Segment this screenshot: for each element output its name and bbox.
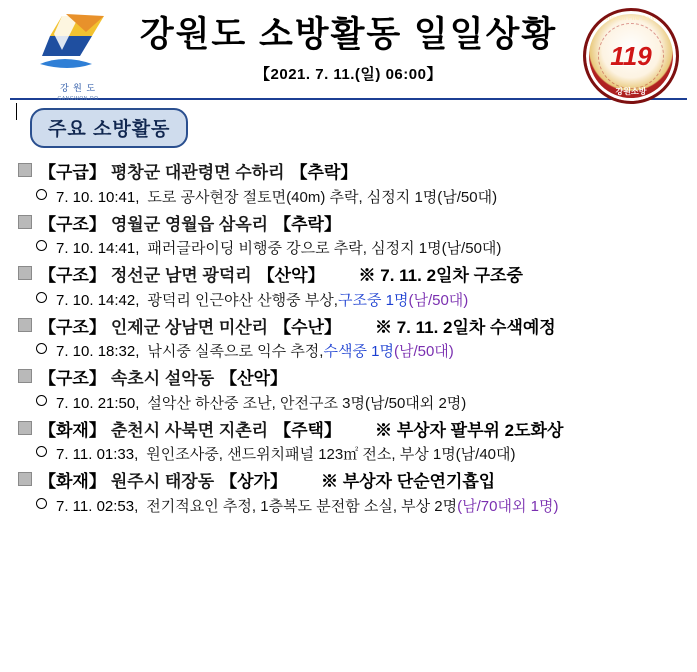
badge-center-text: 119	[610, 41, 652, 71]
entry-detail	[18, 186, 697, 210]
page-header	[0, 0, 697, 106]
gangwon-do-emblem-icon	[32, 10, 124, 102]
entry-category: 【구급】	[39, 163, 106, 182]
text-cursor-line	[0, 100, 697, 122]
entry-category: 【화재】	[39, 420, 106, 440]
entry-title	[18, 469, 697, 495]
circle-bullet-icon	[36, 446, 47, 457]
title-block	[140, 16, 557, 84]
badge-top-text: Gangwon Fire Service	[598, 16, 664, 22]
entry-victim-info: (남/50대)	[393, 343, 454, 360]
list-item	[18, 418, 697, 468]
list-item	[18, 469, 697, 519]
entry-victim-info: (남/70대외 1명)	[457, 497, 559, 515]
square-bullet-icon	[18, 369, 32, 383]
entry-time: 7. 10. 14:42,	[56, 291, 140, 309]
entry-note: ※ 7. 11. 2일차 구조중	[358, 266, 523, 285]
entry-detail-text: 광덕리 인근야산 산행중 부상,	[147, 291, 338, 309]
entry-category: 【구조】	[39, 369, 106, 388]
list-item	[18, 212, 697, 262]
entry-time: 7. 11. 02:53,	[56, 497, 139, 515]
entry-detail-text: 패러글라이딩 비행중 강으로 추락, 심정지 1명(남/50대)	[147, 240, 502, 257]
activity-list	[0, 160, 697, 519]
square-bullet-icon	[18, 163, 32, 177]
entry-time: 7. 10. 21:50,	[56, 394, 140, 412]
entry-category: 【구조】	[39, 317, 106, 337]
entry-kind: 【상가】	[220, 472, 287, 491]
list-item	[18, 160, 697, 210]
entry-detail-text: 도로 공사현장 절토면(40m) 추락, 심정지 1명(남/50대)	[147, 188, 498, 206]
entry-detail	[18, 443, 697, 467]
emblem-sublabel: GANGWON-DO	[57, 96, 99, 102]
entry-kind: 【추락】	[274, 214, 341, 234]
entry-title	[18, 315, 697, 341]
list-item	[18, 263, 697, 313]
entry-detail-text: 원인조사중, 샌드위치패널 123㎡ 전소, 부상 1명(남/40대)	[146, 446, 516, 463]
entry-place: 평창군 대관령면 수하리	[110, 163, 285, 182]
circle-bullet-icon	[36, 292, 47, 303]
header-inner	[0, 6, 697, 102]
circle-bullet-icon	[36, 395, 47, 406]
list-item	[18, 366, 697, 416]
entry-kind: 【주택】	[274, 420, 341, 440]
entry-place: 인제군 상남면 미산리	[110, 317, 269, 337]
fire-service-badge-icon	[583, 8, 679, 104]
entry-category: 【화재】	[39, 472, 106, 491]
circle-bullet-icon	[36, 189, 47, 200]
entry-place: 속초시 설악동	[110, 369, 215, 388]
entry-detail	[18, 289, 697, 313]
entry-time: 7. 10. 10:41,	[56, 188, 140, 206]
entry-category: 【구조】	[39, 214, 106, 234]
circle-bullet-icon	[36, 343, 47, 354]
entry-kind: 【산악】	[220, 369, 287, 388]
entry-note: ※ 부상자 단순연기흡입	[320, 472, 496, 491]
entry-place: 정선군 남면 광덕리	[110, 266, 252, 285]
badge-bottom-text: 강원소방	[615, 87, 647, 96]
square-bullet-icon	[18, 472, 32, 486]
entry-title	[18, 160, 697, 186]
entry-kind: 【수난】	[274, 317, 341, 337]
text-caret	[16, 103, 17, 120]
page-title: 강원도 소방활동 일일상황	[139, 15, 558, 55]
entry-place: 춘천시 사북면 지촌리	[110, 420, 269, 440]
entry-detail-text: 전기적요인 추정, 1층복도 분전함 소실, 부상 2명	[146, 497, 458, 515]
circle-bullet-icon	[36, 240, 47, 251]
entry-detail	[18, 237, 697, 261]
entry-category: 【구조】	[39, 266, 106, 285]
square-bullet-icon	[18, 215, 32, 229]
emblem-label: 강 원 도	[59, 83, 97, 93]
entry-detail	[18, 392, 697, 416]
section-heading: 주요 소방활동	[30, 108, 188, 148]
entry-time: 7. 10. 18:32,	[56, 343, 140, 360]
entry-status-highlight: 수색중 1명	[323, 343, 394, 360]
entry-detail	[18, 340, 697, 364]
entry-note: ※ 7. 11. 2일차 수색예정	[374, 317, 556, 337]
circle-bullet-icon	[36, 498, 47, 509]
entry-place: 영월군 영월읍 삼옥리	[110, 214, 269, 234]
entry-time: 7. 11. 01:33,	[56, 446, 139, 463]
entry-detail	[18, 495, 697, 519]
entry-title	[18, 263, 697, 289]
entry-title	[18, 212, 697, 238]
square-bullet-icon	[18, 421, 32, 435]
report-datetime: 【2021. 7. 11.(일) 06:00】	[255, 65, 442, 83]
entry-kind: 【추락】	[290, 163, 358, 182]
list-item	[18, 315, 697, 365]
entry-note: ※ 부상자 팔부위 2도화상	[374, 420, 564, 440]
entry-time: 7. 10. 14:41,	[56, 240, 140, 257]
entry-place: 원주시 태장동	[110, 472, 215, 491]
entry-title	[18, 366, 697, 392]
entry-victim-info: (남/50대)	[408, 291, 469, 309]
entry-status-highlight: 구조중 1명	[337, 291, 409, 309]
entry-kind: 【산악】	[257, 266, 325, 285]
square-bullet-icon	[18, 266, 32, 280]
entry-detail-text: 낚시중 실족으로 익수 추정,	[147, 343, 324, 360]
entry-detail-text: 설악산 하산중 조난, 안전구조 3명(남/50대외 2명)	[147, 394, 467, 412]
entry-title	[18, 418, 697, 444]
square-bullet-icon	[18, 318, 32, 332]
